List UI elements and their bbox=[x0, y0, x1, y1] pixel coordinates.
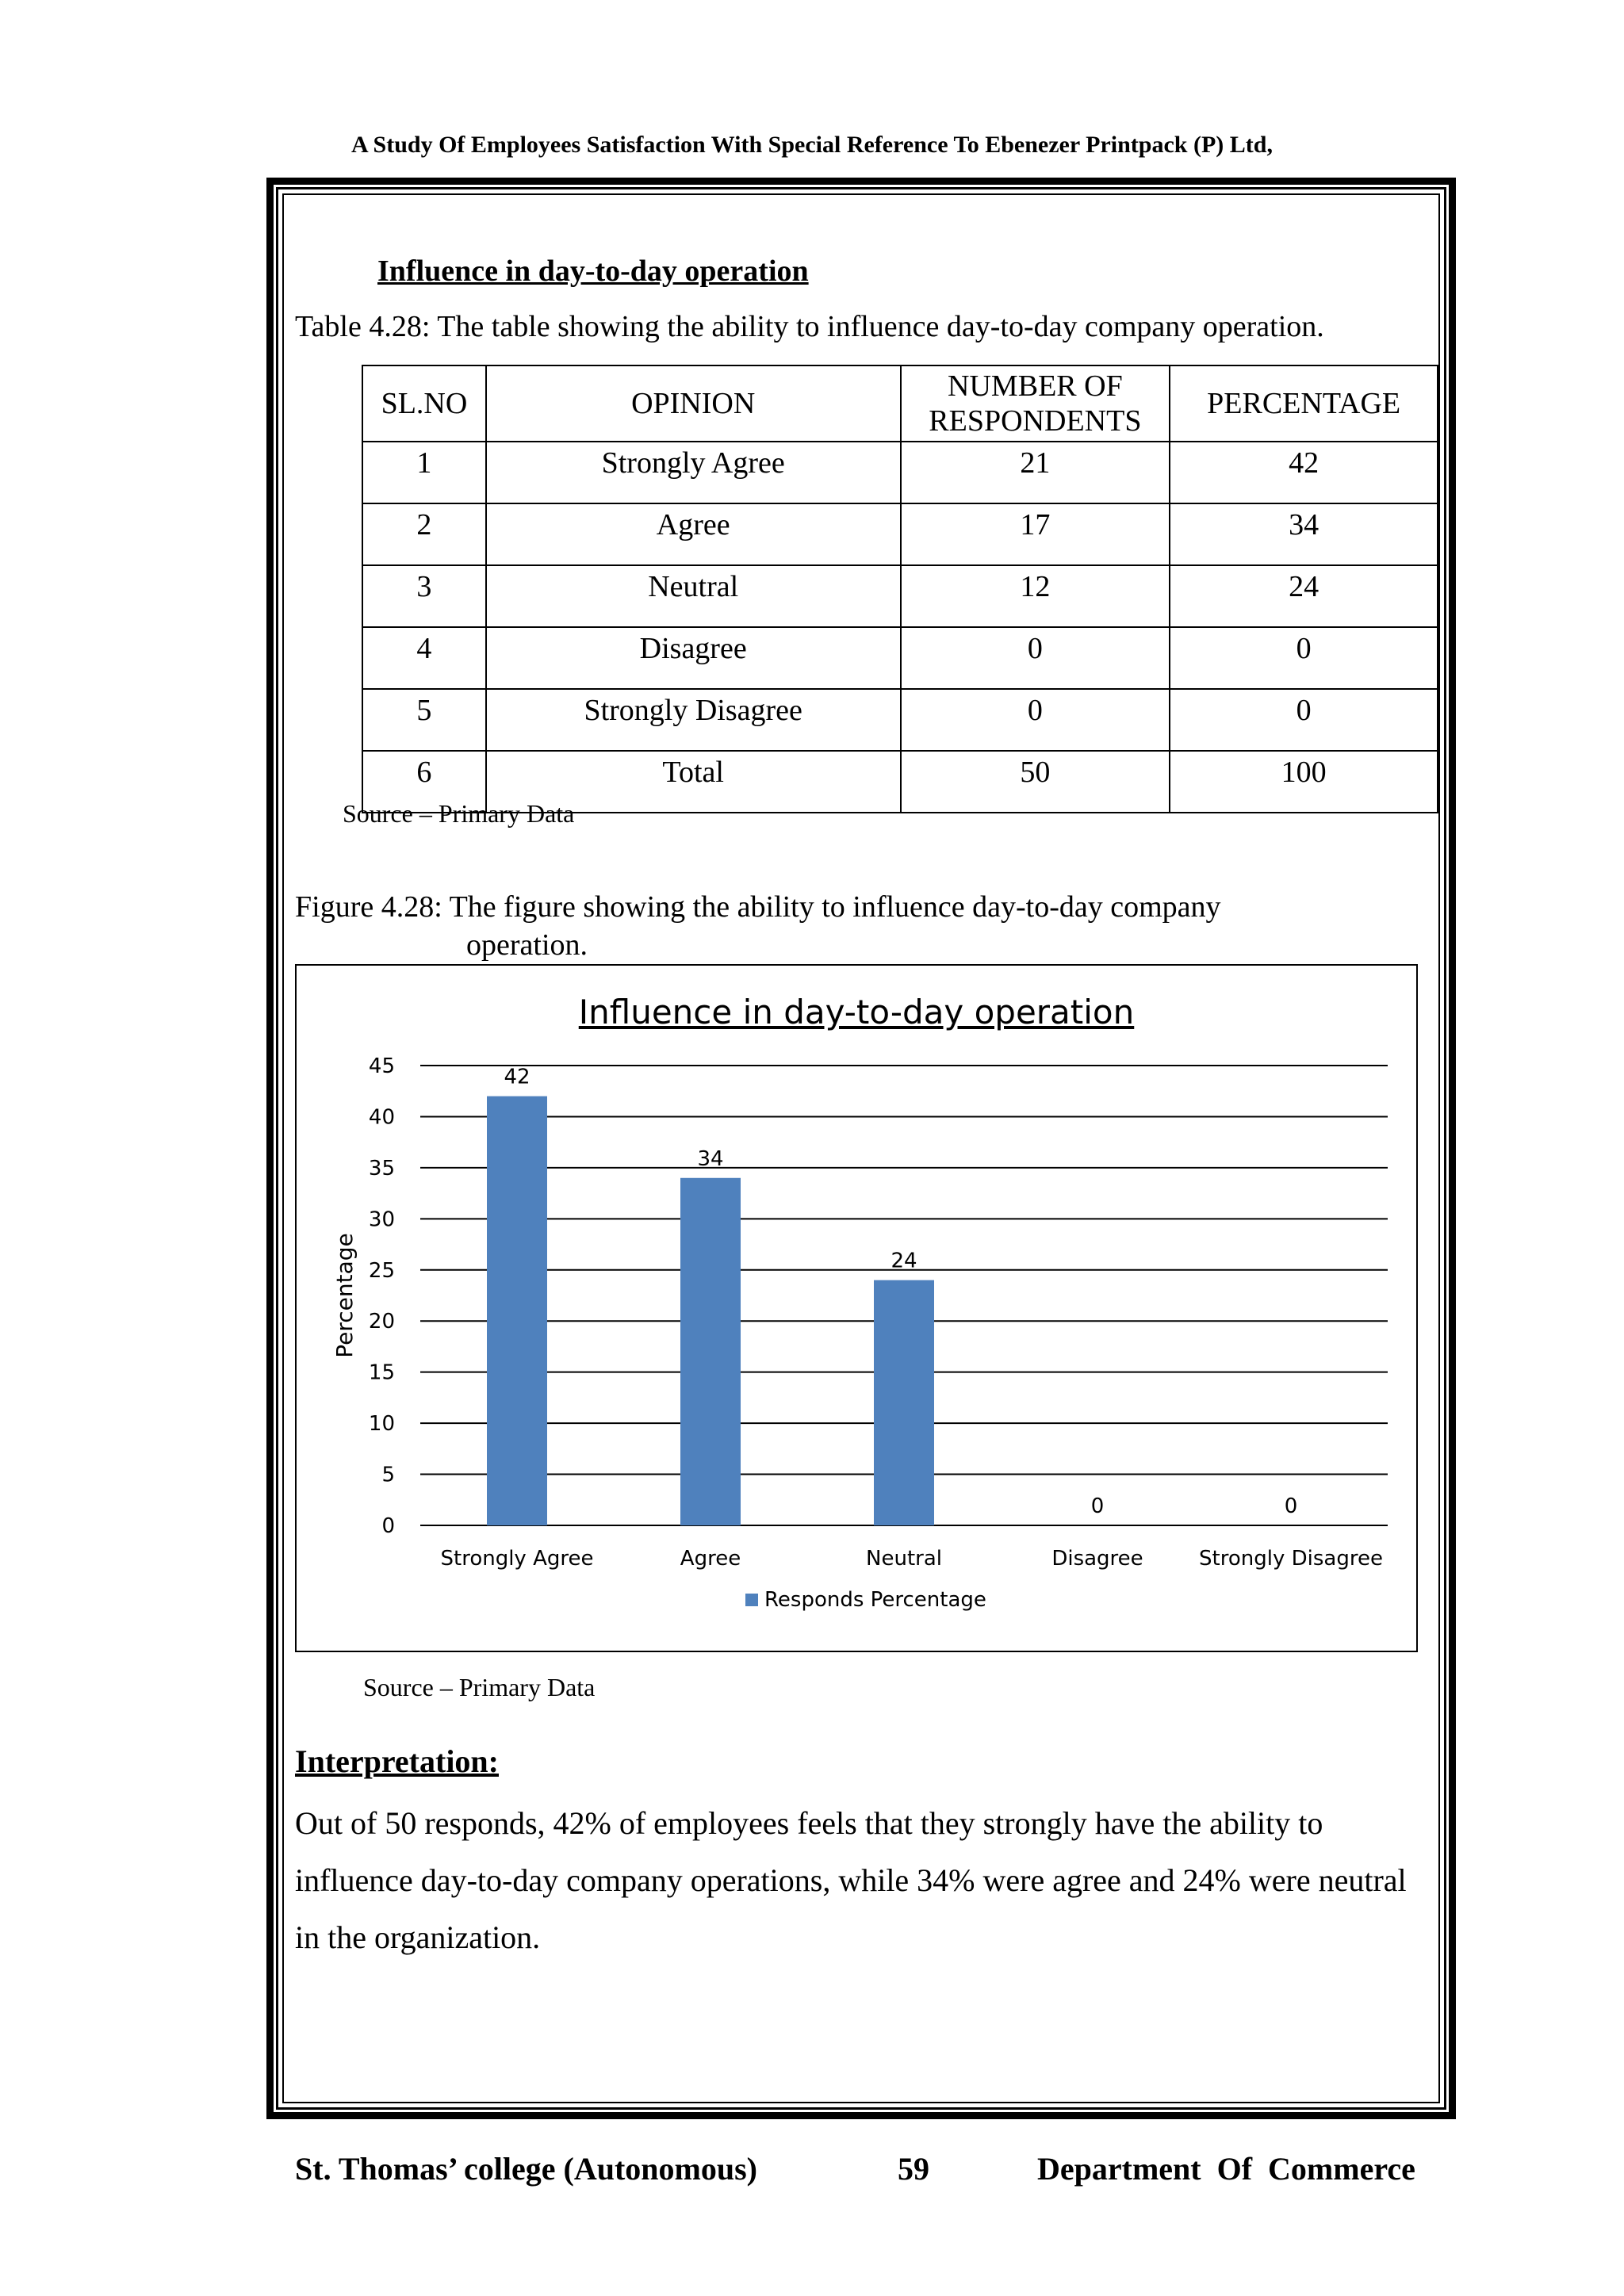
y-tick-label: 5 bbox=[381, 1463, 395, 1487]
header-slno: SL.NO bbox=[362, 365, 486, 442]
bar bbox=[487, 1096, 547, 1525]
cell-percentage: 0 bbox=[1170, 689, 1438, 751]
interpretation-text: Out of 50 responds, 42% of employees feels that they strongly have the ability to influence day-to-day company operations, while 34% were agree and 24% were neutral in the organization. bbox=[295, 1805, 1407, 1955]
cell-percentage: 42 bbox=[1170, 442, 1438, 503]
footer-college: St. Thomas’ college (Autonomous) bbox=[295, 2151, 757, 2187]
cell-opinion: Total bbox=[486, 751, 901, 813]
data-label: 34 bbox=[697, 1146, 724, 1171]
cell-opinion: Agree bbox=[486, 503, 901, 565]
cell-respondents: 0 bbox=[901, 689, 1170, 751]
footer-page-number: 59 bbox=[898, 2151, 929, 2187]
table-row bbox=[362, 689, 1438, 751]
chart-container bbox=[295, 964, 1418, 1652]
cell-percentage: 24 bbox=[1170, 565, 1438, 627]
table-header-row bbox=[362, 365, 1438, 442]
header-percentage: PERCENTAGE bbox=[1170, 365, 1438, 442]
cell-respondents: 17 bbox=[901, 503, 1170, 565]
y-tick-label: 10 bbox=[368, 1412, 395, 1437]
bar bbox=[680, 1178, 741, 1525]
figure-caption-line1: Figure 4.28: The figure showing the ability to influence day-to-day company bbox=[295, 890, 1221, 924]
x-tick-label: Neutral bbox=[866, 1547, 942, 1571]
figure-source: Source – Primary Data bbox=[363, 1673, 596, 1701]
table-row bbox=[362, 627, 1438, 689]
cell-opinion: Strongly Agree bbox=[486, 442, 901, 503]
cell-opinion: Neutral bbox=[486, 565, 901, 627]
cell-respondents: 21 bbox=[901, 442, 1170, 503]
legend-label: Responds Percentage bbox=[764, 1588, 986, 1612]
cell-slno: 3 bbox=[362, 565, 486, 627]
cell-opinion: Disagree bbox=[486, 627, 901, 689]
x-tick-label: Disagree bbox=[1051, 1547, 1143, 1571]
cell-slno: 2 bbox=[362, 503, 486, 565]
header-respondents: NUMBER OF RESPONDENTS bbox=[901, 365, 1170, 442]
section-title: Influence in day-to-day operation bbox=[377, 254, 809, 288]
table-row bbox=[362, 442, 1438, 503]
footer-department: Department Of Commerce bbox=[1037, 2151, 1415, 2187]
bar bbox=[874, 1280, 934, 1525]
page-header: A Study Of Employees Satisfaction With Special Reference To Ebenezer Printpack (P) Ltd, bbox=[351, 132, 1273, 158]
chart-title: Influence in day-to-day operation bbox=[578, 993, 1135, 1031]
cell-percentage: 34 bbox=[1170, 503, 1438, 565]
y-tick-label: 30 bbox=[368, 1207, 395, 1232]
x-tick-label: Strongly Agree bbox=[440, 1547, 594, 1571]
x-tick-label: Strongly Disagree bbox=[1199, 1547, 1383, 1571]
y-axis-label: Percentage bbox=[331, 1233, 358, 1358]
table-row bbox=[362, 503, 1438, 565]
cell-slno: 5 bbox=[362, 689, 486, 751]
x-tick-label: Agree bbox=[680, 1547, 741, 1571]
table-source: Source – Primary Data bbox=[343, 799, 575, 828]
y-tick-label: 0 bbox=[381, 1514, 395, 1538]
cell-respondents: 0 bbox=[901, 627, 1170, 689]
y-tick-label: 40 bbox=[368, 1105, 395, 1130]
table-caption: Table 4.28: The table showing the ability to influence day-to-day company operation. bbox=[295, 310, 1324, 343]
cell-percentage: 0 bbox=[1170, 627, 1438, 689]
table-row bbox=[362, 565, 1438, 627]
data-label: 0 bbox=[1090, 1494, 1105, 1518]
cell-slno: 6 bbox=[362, 751, 486, 813]
cell-percentage: 100 bbox=[1170, 751, 1438, 813]
y-tick-label: 20 bbox=[368, 1310, 395, 1334]
figure-caption-line2: operation. bbox=[466, 928, 588, 962]
header-opinion: OPINION bbox=[486, 365, 901, 442]
cell-slno: 1 bbox=[362, 442, 486, 503]
cell-respondents: 50 bbox=[901, 751, 1170, 813]
cell-respondents: 12 bbox=[901, 565, 1170, 627]
bar-chart bbox=[297, 966, 1416, 1651]
interpretation-title: Interpretation: bbox=[295, 1743, 499, 1779]
data-label: 42 bbox=[504, 1065, 530, 1089]
cell-slno: 4 bbox=[362, 627, 486, 689]
y-tick-label: 45 bbox=[368, 1054, 395, 1078]
data-label: 24 bbox=[891, 1249, 917, 1273]
data-table bbox=[362, 365, 1438, 813]
cell-opinion: Strongly Disagree bbox=[486, 689, 901, 751]
legend-swatch bbox=[745, 1594, 758, 1606]
y-tick-label: 15 bbox=[368, 1360, 395, 1385]
data-label: 0 bbox=[1284, 1494, 1298, 1518]
y-tick-label: 25 bbox=[368, 1258, 395, 1283]
y-tick-label: 35 bbox=[368, 1156, 395, 1181]
